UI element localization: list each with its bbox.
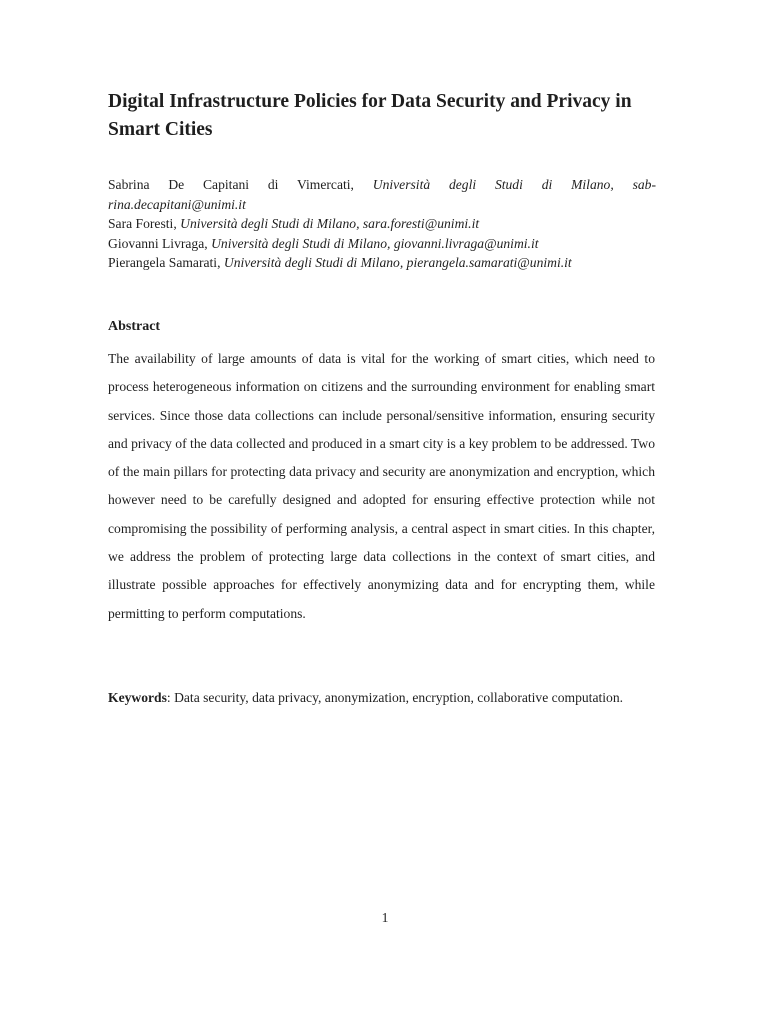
author-line-2 xyxy=(108,214,656,234)
author-email: giovanni.livraga@unimi.it xyxy=(393,235,539,251)
author-line-1 xyxy=(108,175,656,195)
author-name: Sara Foresti, xyxy=(108,216,177,231)
author-name: Sabrina De Capitani di Vimercati, xyxy=(108,177,354,192)
abstract-heading: Abstract xyxy=(108,319,161,334)
author-affiliation: Università degli Studi di Milano, xyxy=(211,235,391,251)
author-affiliation: Università degli Studi di Milano, xyxy=(180,216,360,231)
author-affiliation: Università degli Studi di Milano, xyxy=(372,177,614,192)
keywords xyxy=(108,684,655,712)
author-list xyxy=(108,175,656,273)
author-line-4 xyxy=(108,253,656,273)
abstract-text: The availability of large amounts of data is vital for the working of smart cities, which need to process heterogeneous information on citizens and the surrounding environment for enabling smart services. Since those data collections can include personal/sensitive information, ensuring security and privacy of the data collected and produced in a smart city is a key problem to be addressed. Two of the main pillars for protecting data privacy and security are anonymization and encryption, which however need to be carefully designed and adopted for ensuring effective protection while not compromising the possibility of performing analysis, a central aspect in smart cities. In this chapter, we address the problem of protecting large data collections in the context of smart cities, and illustrate possible approaches for effectively anonymizing data and for encrypting them, while permitting to perform computations. xyxy=(108,351,655,621)
author-email-part2: rina.decapitani@unimi.it xyxy=(108,196,246,212)
author-name: Pierangela Samarati, xyxy=(108,255,221,270)
page-number: 1 xyxy=(381,910,389,925)
author-line-1-continued xyxy=(108,195,656,215)
author-line-3 xyxy=(108,234,656,254)
author-email: pierangela.samarati@unimi.it xyxy=(406,255,572,270)
author-name: Giovanni Livraga, xyxy=(108,235,208,251)
author-affiliation: Università degli Studi di Milano, xyxy=(223,255,404,270)
keywords-label: Keywords xyxy=(108,690,167,705)
paper-title: Digital Infrastructure Policies for Data Security and Privacy in Smart Cities xyxy=(108,91,632,140)
author-email-part1: sab- xyxy=(632,177,656,192)
keywords-text: : Data security, data privacy, anonymization, encryption, collaborative computation. xyxy=(166,690,624,705)
author-email: sara.foresti@unimi.it xyxy=(362,216,480,231)
